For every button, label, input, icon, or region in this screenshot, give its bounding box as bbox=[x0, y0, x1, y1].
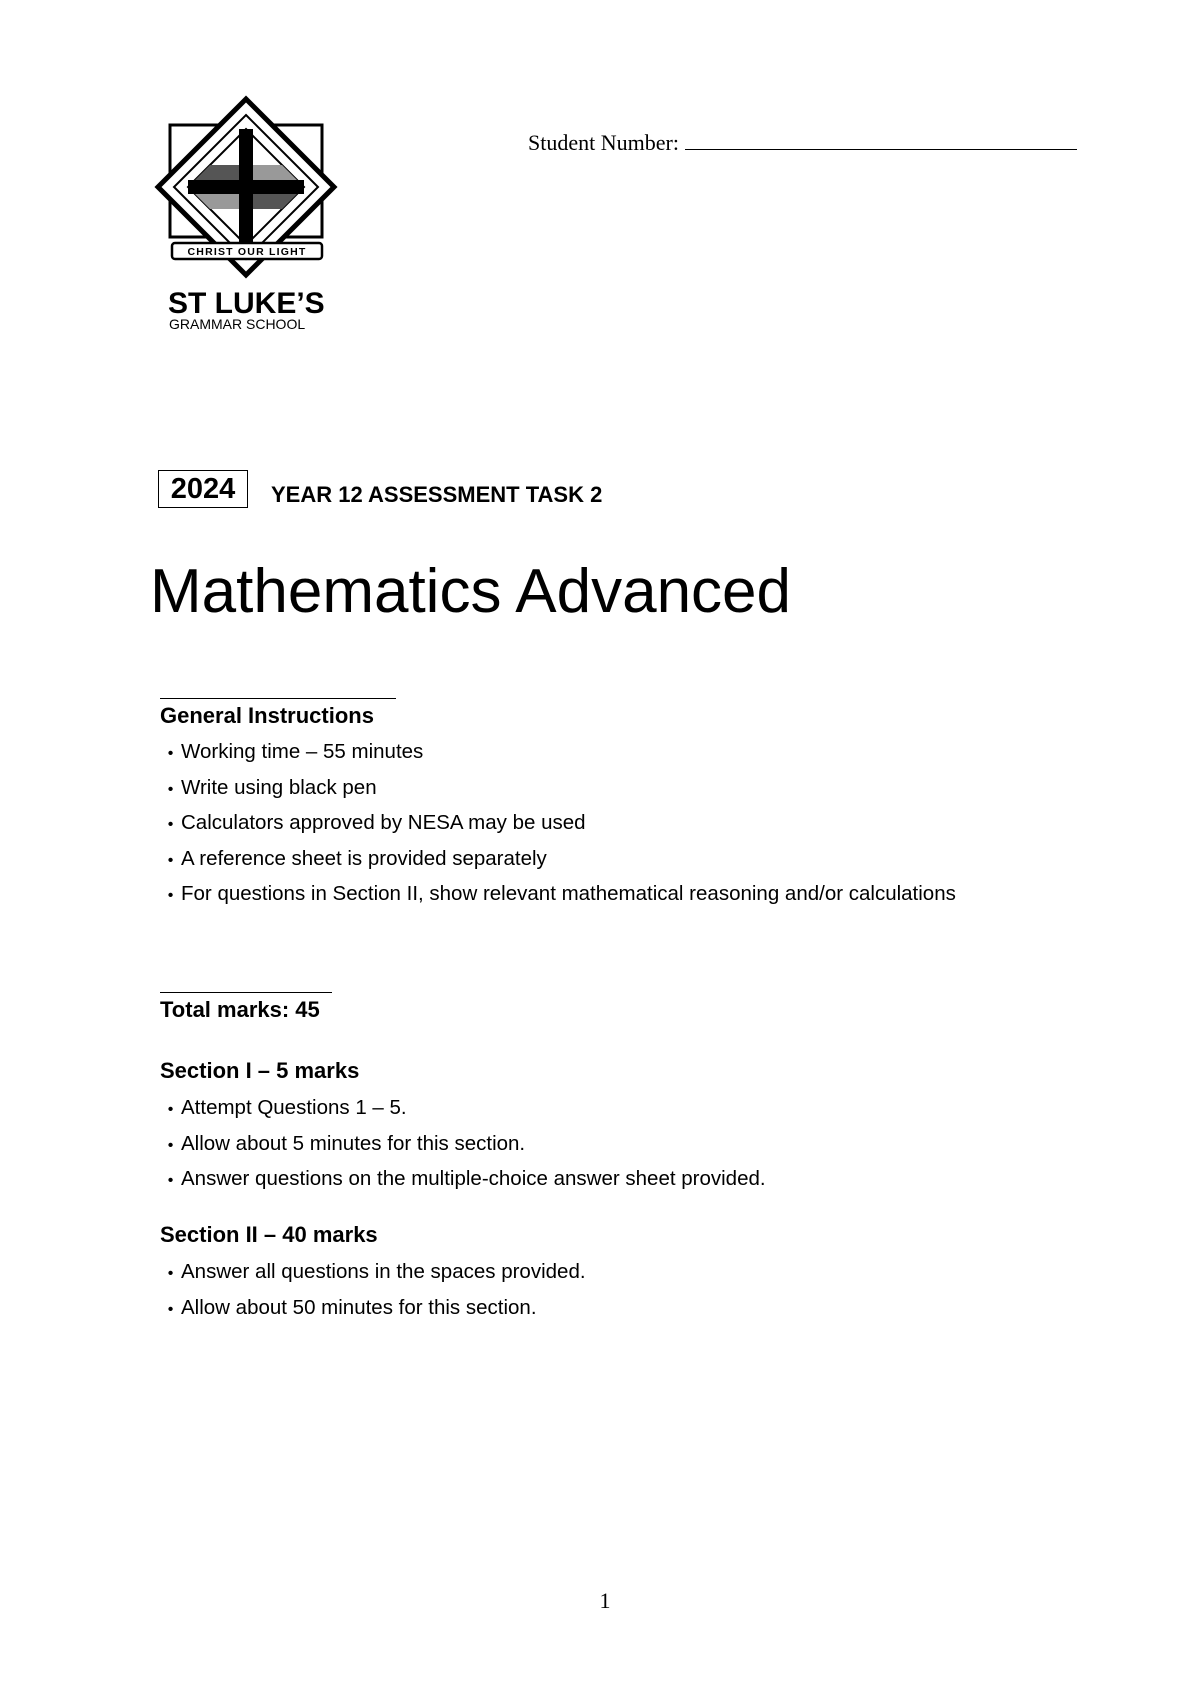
student-number-label: Student Number: bbox=[528, 130, 679, 155]
student-number-field bbox=[528, 130, 1077, 156]
year-box: 2024 bbox=[158, 470, 248, 508]
school-logo bbox=[150, 95, 350, 345]
bullet-icon: • bbox=[167, 1300, 174, 1318]
bullet-icon: • bbox=[167, 1136, 174, 1154]
logo-school-subtitle: GRAMMAR SCHOOL bbox=[169, 316, 306, 332]
list-item: • Allow about 5 minutes for this section. bbox=[160, 1126, 766, 1162]
page-number: 1 bbox=[599, 1588, 611, 1613]
list-item: • Allow about 50 minutes for this section. bbox=[160, 1290, 586, 1326]
section-1-heading: Section I – 5 marks bbox=[160, 1058, 360, 1083]
section-divider bbox=[160, 992, 332, 993]
bullet-icon: • bbox=[167, 1101, 174, 1118]
section-1-list bbox=[160, 1090, 766, 1197]
section-divider bbox=[160, 698, 396, 699]
bullet-icon: • bbox=[167, 1265, 174, 1282]
general-instructions-heading: General Instructions bbox=[160, 703, 374, 728]
general-instructions-list bbox=[160, 734, 956, 912]
bullet-icon: • bbox=[167, 887, 174, 904]
task-title: YEAR 12 ASSESSMENT TASK 2 bbox=[271, 482, 603, 507]
list-item: • A reference sheet is provided separately bbox=[160, 841, 956, 877]
list-item: • Calculators approved by NESA may be used bbox=[160, 805, 956, 841]
list-item: • Answer questions on the multiple-choice answer sheet provided. bbox=[160, 1161, 766, 1197]
section-2-heading: Section II – 40 marks bbox=[160, 1222, 378, 1247]
list-item: • Attempt Questions 1 – 5. bbox=[160, 1090, 766, 1126]
logo-motto: CHRIST OUR LIGHT bbox=[187, 246, 307, 258]
bullet-icon: • bbox=[167, 745, 174, 762]
logo-school-name: ST LUKE’S bbox=[168, 287, 325, 320]
page-title: Mathematics Advanced bbox=[150, 557, 792, 626]
student-number-blank-line[interactable] bbox=[685, 131, 1077, 150]
list-item: • Working time – 55 minutes bbox=[160, 734, 956, 770]
total-marks: Total marks: 45 bbox=[160, 997, 320, 1022]
bullet-icon: • bbox=[167, 816, 174, 833]
bullet-icon: • bbox=[167, 780, 174, 798]
bullet-icon: • bbox=[167, 1172, 174, 1189]
list-item: • Write using black pen bbox=[160, 770, 956, 806]
bullet-icon: • bbox=[167, 851, 174, 869]
list-item: • For questions in Section II, show relevant mathematical reasoning and/or calculations bbox=[160, 876, 956, 912]
list-item: • Answer all questions in the spaces provided. bbox=[160, 1254, 586, 1290]
section-2-list bbox=[160, 1254, 586, 1325]
